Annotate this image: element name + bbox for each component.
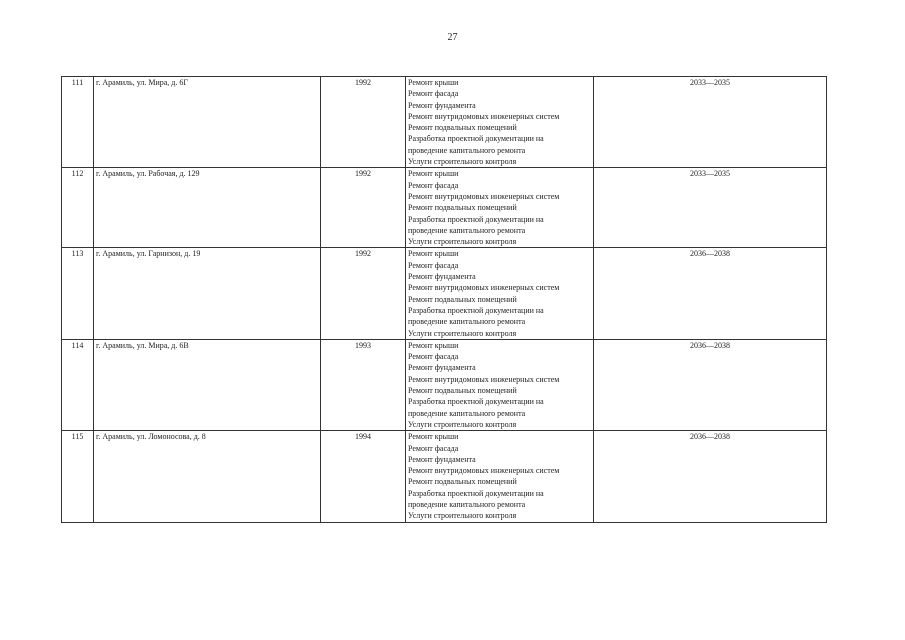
work-item: Ремонт крыши — [408, 249, 459, 259]
period-cell: 2033—2035 — [594, 77, 827, 168]
table-row — [62, 77, 827, 168]
work-item: Ремонт крыши — [408, 432, 459, 442]
work-item: Услуги строительного контроля — [408, 157, 517, 167]
address-cell: г. Арамиль, ул. Ломоносова, д. 8 — [94, 431, 321, 522]
work-item: проведение капитального ремонта — [408, 408, 526, 418]
work-item: Ремонт подвальных помещений — [408, 386, 517, 396]
address-cell: г. Арамиль, ул. Мира, д. 6В — [94, 339, 321, 430]
period-cell: 2036—2038 — [594, 431, 827, 522]
work-item: Ремонт крыши — [408, 169, 459, 179]
address-cell: г. Арамиль, ул. Мира, д. 6Г — [94, 77, 321, 168]
year-cell: 1992 — [321, 168, 406, 248]
page-number: 27 — [447, 32, 458, 43]
work-item: Ремонт внутридомовых инженерных систем — [408, 374, 560, 384]
work-item: проведение капитального ремонта — [408, 225, 526, 235]
work-item: проведение капитального ремонта — [408, 499, 526, 509]
work-item: Ремонт фасада — [408, 89, 459, 99]
work-item: Ремонт фундамента — [408, 100, 476, 110]
address-cell: г. Арамиль, ул. Гарнизон, д. 19 — [94, 248, 321, 339]
table-row — [62, 168, 827, 248]
work-item: Ремонт фундамента — [408, 363, 476, 373]
row-number-cell: 111 — [62, 77, 94, 168]
work-item: Ремонт подвальных помещений — [408, 294, 517, 304]
row-number-cell: 115 — [62, 431, 94, 522]
table-row — [62, 339, 827, 430]
work-item: Ремонт подвальных помещений — [408, 203, 517, 213]
year-cell: 1993 — [321, 339, 406, 430]
work-item: Разработка проектной документации на — [408, 214, 544, 224]
works-cell — [406, 248, 594, 339]
work-item: Разработка проектной документации на — [408, 488, 544, 498]
work-item: Ремонт подвальных помещений — [408, 477, 517, 487]
work-item: Ремонт крыши — [408, 340, 459, 350]
work-item: Ремонт внутридомовых инженерных систем — [408, 466, 560, 476]
year-cell: 1994 — [321, 431, 406, 522]
row-number-cell: 113 — [62, 248, 94, 339]
work-item: Услуги строительного контроля — [408, 328, 517, 338]
row-number-cell: 112 — [62, 168, 94, 248]
work-item: Разработка проектной документации на — [408, 305, 544, 315]
address-cell: г. Арамиль, ул. Рабочая, д. 129 — [94, 168, 321, 248]
period-cell: 2033—2035 — [594, 168, 827, 248]
period-cell: 2036—2038 — [594, 339, 827, 430]
year-cell: 1992 — [321, 248, 406, 339]
year-cell: 1992 — [321, 77, 406, 168]
work-item: Разработка проектной документации на — [408, 397, 544, 407]
work-item: Ремонт фундамента — [408, 454, 476, 464]
works-cell — [406, 77, 594, 168]
work-item: Ремонт фасада — [408, 352, 459, 362]
works-cell — [406, 431, 594, 522]
work-item: Ремонт внутридомовых инженерных систем — [408, 283, 560, 293]
table-body — [62, 77, 827, 523]
works-cell — [406, 168, 594, 248]
work-item: Ремонт фасада — [408, 180, 459, 190]
work-item: Ремонт фасада — [408, 443, 459, 453]
work-item: Услуги строительного контроля — [408, 419, 517, 429]
works-cell — [406, 339, 594, 430]
table-row — [62, 431, 827, 522]
work-item: Услуги строительного контроля — [408, 511, 517, 521]
work-item: Ремонт внутридомовых инженерных систем — [408, 111, 560, 121]
work-item: проведение капитального ремонта — [408, 317, 526, 327]
period-cell: 2036—2038 — [594, 248, 827, 339]
work-item: Ремонт крыши — [408, 78, 459, 87]
work-item: Разработка проектной документации на — [408, 134, 544, 144]
work-item: Услуги строительного контроля — [408, 237, 517, 247]
table-row — [62, 248, 827, 339]
repair-plan-table — [61, 76, 827, 523]
work-item: Ремонт подвальных помещений — [408, 123, 517, 133]
work-item: Ремонт фундамента — [408, 272, 476, 282]
work-item: Ремонт фасада — [408, 260, 459, 270]
row-number-cell: 114 — [62, 339, 94, 430]
work-item: проведение капитального ремонта — [408, 145, 526, 155]
work-item: Ремонт внутридомовых инженерных систем — [408, 191, 560, 201]
